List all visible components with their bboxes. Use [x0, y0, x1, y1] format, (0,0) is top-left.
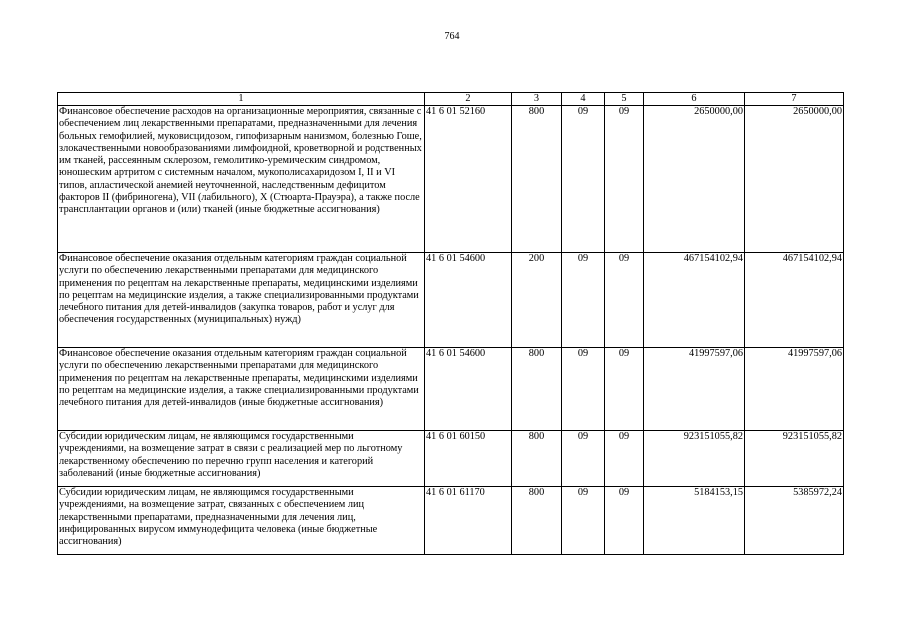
- row-subsection-cell: 09: [605, 487, 644, 555]
- row-name-cell: Финансовое обеспечение оказания отдельным категориям граждан социальной услуги по обеспечению лекарственными препаратами для медицинского применения по рецептам на лекарственные препараты, медицинскими изделиями по рецептам на медицинские изделия, а также специализированными продуктами лечебного питания для детей-инвалидов (закупка товаров, работ и услуг для обеспечения государственных (муниципальных) нужд): [58, 253, 425, 348]
- row-code-cell: 41 6 01 54600: [425, 348, 512, 431]
- budget-table: [57, 92, 844, 555]
- row-subsection-cell: 09: [605, 106, 644, 253]
- row-section-cell: 09: [562, 431, 605, 487]
- header-col-1: 1: [58, 93, 425, 106]
- row-amount-2-cell: 5385972,24: [745, 487, 844, 555]
- table-row: [58, 348, 844, 431]
- row-code-cell: 41 6 01 60150: [425, 431, 512, 487]
- header-row: [58, 93, 844, 106]
- row-amount-2-cell: 2650000,00: [745, 106, 844, 253]
- row-amount-1-cell: 467154102,94: [644, 253, 745, 348]
- row-expense-type-cell: 800: [512, 487, 562, 555]
- row-expense-type-cell: 200: [512, 253, 562, 348]
- row-section-cell: 09: [562, 253, 605, 348]
- header-col-5: 5: [605, 93, 644, 106]
- row-subsection-cell: 09: [605, 253, 644, 348]
- header-col-3: 3: [512, 93, 562, 106]
- row-expense-type-cell: 800: [512, 431, 562, 487]
- row-amount-1-cell: 923151055,82: [644, 431, 745, 487]
- row-code-cell: 41 6 01 61170: [425, 487, 512, 555]
- table-row: [58, 431, 844, 487]
- row-name-cell: Субсидии юридическим лицам, не являющимся государственными учреждениями, на возмещение затрат, связанных с обеспечением лиц лекарственными препаратами, предназначенными для лечения лиц, инфицированных вирусом иммунодефицита человека (иные бюджетные ассигнования): [58, 487, 425, 555]
- header-col-2: 2: [425, 93, 512, 106]
- row-amount-1-cell: 2650000,00: [644, 106, 745, 253]
- row-amount-1-cell: 5184153,15: [644, 487, 745, 555]
- page-number: 764: [444, 31, 460, 42]
- row-expense-type-cell: 800: [512, 348, 562, 431]
- row-expense-type-cell: 800: [512, 106, 562, 253]
- header-col-6: 6: [644, 93, 745, 106]
- row-section-cell: 09: [562, 106, 605, 253]
- row-section-cell: 09: [562, 487, 605, 555]
- row-code-cell: 41 6 01 52160: [425, 106, 512, 253]
- row-name-cell: Субсидии юридическим лицам, не являющимся государственными учреждениями, на возмещение затрат в связи с реализацией мер по льготному лекарственному обеспечению по перечню групп населения и категорий заболеваний (иные бюджетные ассигнования): [58, 431, 425, 487]
- table-row: [58, 106, 844, 253]
- row-code-cell: 41 6 01 54600: [425, 253, 512, 348]
- row-amount-2-cell: 467154102,94: [745, 253, 844, 348]
- row-name-cell: Финансовое обеспечение расходов на организационные мероприятия, связанные с обеспечением лиц лекарственными препаратами, предназначенными для лечения больных гемофилией, муковисцидозом, гипофизарным нанизмом, болезнью Гоше, злокачественными новообразованиями лимфоидной, кроветворной и родственных им тканей, рассеянным склерозом, гемолитико-уремическим синдромом, юношеским артритом с системным началом, мукополисахаридозом I, II и VI типов, апластической анемией неуточненной, наследственным дефицитом факторов II (фибриногена), VII (лабильного), X (Стюарта-Прауэра), а также после трансплантации органов и (или) тканей (иные бюджетные ассигнования): [58, 106, 425, 253]
- row-subsection-cell: 09: [605, 431, 644, 487]
- table-row: [58, 253, 844, 348]
- row-name-cell: Финансовое обеспечение оказания отдельным категориям граждан социальной услуги по обеспечению лекарственными препаратами для медицинского применения по рецептам на лекарственные препараты, медицинскими изделиями по рецептам на медицинские изделия, а также специализированными продуктами лечебного питания для детей-инвалидов (иные бюджетные ассигнования): [58, 348, 425, 431]
- row-section-cell: 09: [562, 348, 605, 431]
- row-amount-2-cell: 923151055,82: [745, 431, 844, 487]
- row-amount-1-cell: 41997597,06: [644, 348, 745, 431]
- table-row: [58, 487, 844, 555]
- row-subsection-cell: 09: [605, 348, 644, 431]
- header-col-4: 4: [562, 93, 605, 106]
- header-col-7: 7: [745, 93, 844, 106]
- row-amount-2-cell: 41997597,06: [745, 348, 844, 431]
